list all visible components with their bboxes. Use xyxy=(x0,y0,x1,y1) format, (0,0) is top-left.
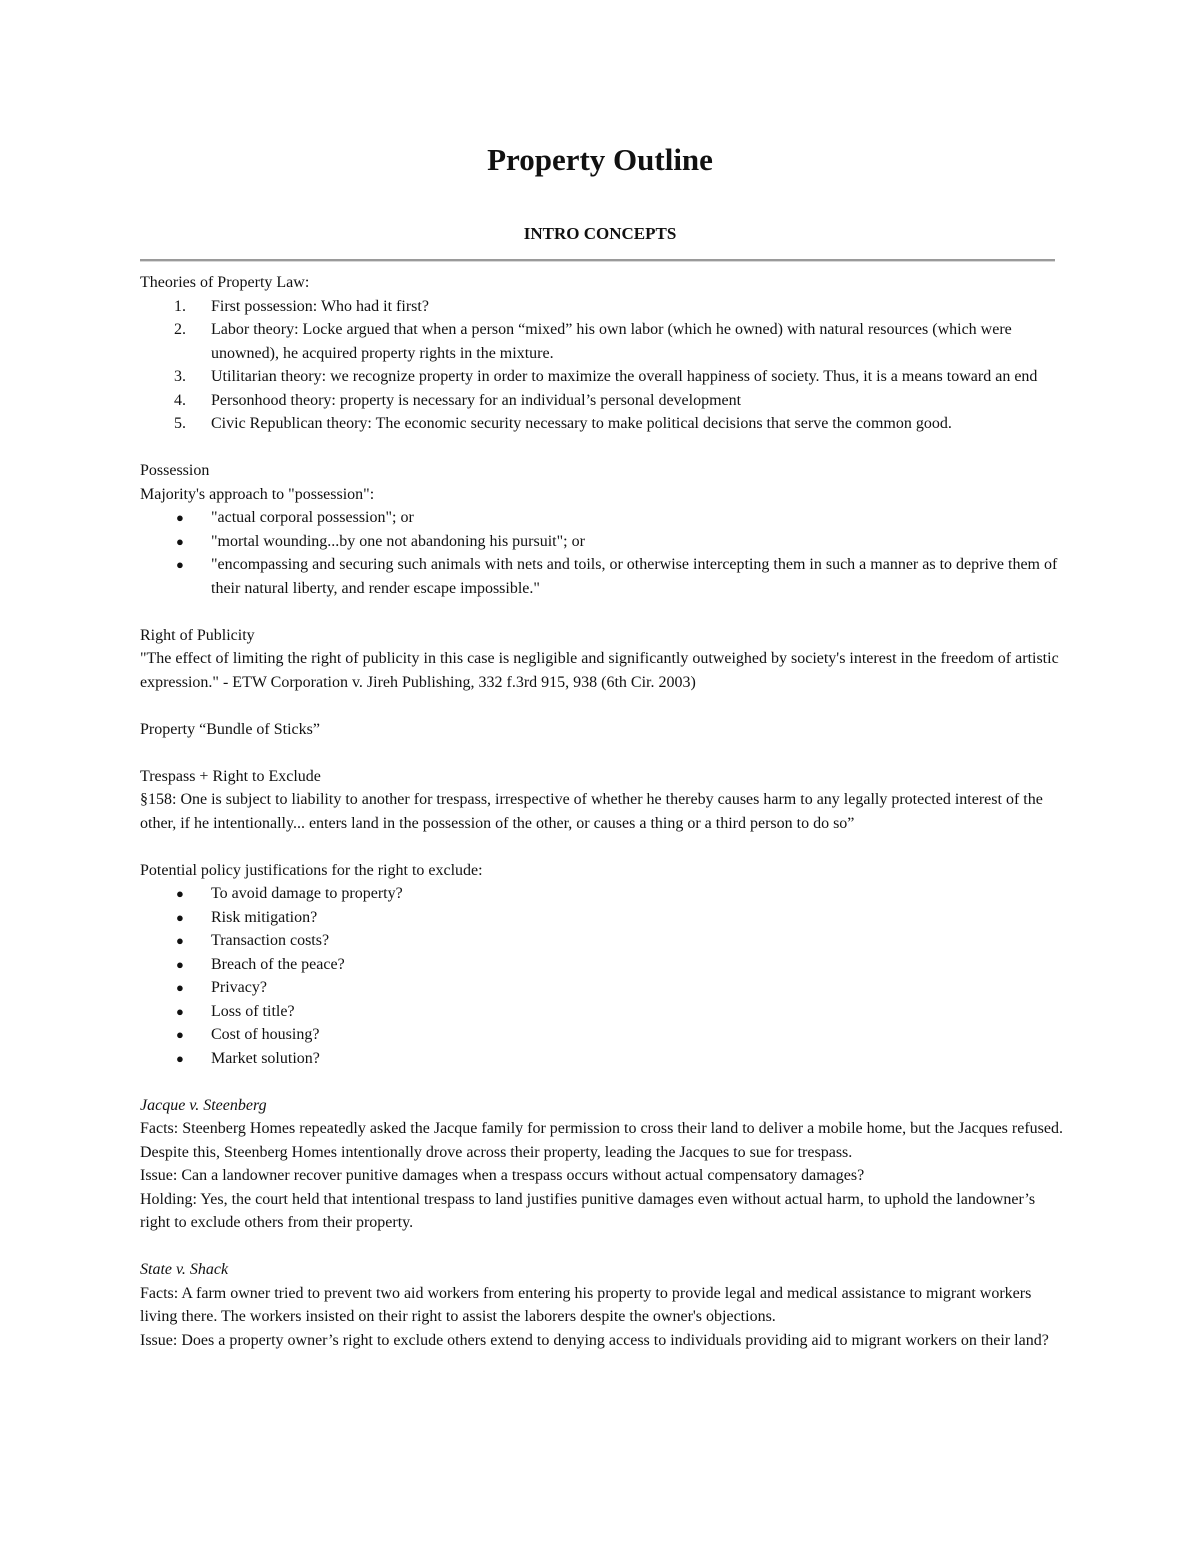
policy-heading: Potential policy justifications for the right to exclude: xyxy=(140,861,483,879)
list-item xyxy=(140,1000,1065,1024)
list-item-text: "encompassing and securing such animals with nets and toils, or otherwise intercepting them in such a manner as to deprive them of their natural liberty, and render escape impossible." xyxy=(211,556,1058,597)
list-item xyxy=(140,1047,1065,1071)
list-number: 2. xyxy=(174,321,186,338)
list-number: 5. xyxy=(174,415,186,432)
list-item-text: Civic Republican theory: The economic security necessary to make political decisions that serve the common good. xyxy=(211,415,952,432)
bundle-heading: Property “Bundle of Sticks” xyxy=(140,720,320,738)
list-item-text: Transaction costs? xyxy=(211,932,330,949)
possession-heading: Possession xyxy=(140,462,210,479)
list-item xyxy=(140,882,1065,906)
list-item-text: Personhood theory: property is necessary for an individual’s personal development xyxy=(211,391,742,409)
list-item-text: Loss of title? xyxy=(211,1002,295,1020)
list-item-text: Privacy? xyxy=(211,979,267,996)
list-item-text: Labor theory: Locke argued that when a person “mixed” his own labor (which he owned) with natural resources (which were unowned), he acquired property rights in the mixture. xyxy=(211,321,1012,362)
list-item xyxy=(140,506,1065,530)
list-number: 4. xyxy=(174,391,186,409)
policy-list xyxy=(140,882,1065,1070)
bullet-icon: ● xyxy=(176,1050,184,1066)
horizontal-rule xyxy=(140,259,1055,262)
list-item-text: Risk mitigation? xyxy=(211,908,318,926)
list-number: 3. xyxy=(174,368,186,385)
list-item xyxy=(140,553,1065,600)
page-title: Property Outline xyxy=(487,142,713,177)
case-holding: Holding: Yes, the court held that intentional trespass to land justifies punitive damages even without actual harm, to uphold the landowner’s right to exclude others from their property. xyxy=(140,1190,1036,1231)
possession-intro: Majority's approach to "possession": xyxy=(140,485,375,503)
document-body xyxy=(140,271,1065,1352)
section-heading: INTRO CONCEPTS xyxy=(523,224,677,243)
case-facts: Facts: A farm owner tried to prevent two aid workers from entering his property to provide legal and medical assistance to migrant workers living there. The workers insisted on their right to assist the laborers despite the owner's objections. xyxy=(140,1284,1032,1325)
bullet-icon: ● xyxy=(176,956,184,972)
list-item xyxy=(140,365,1065,389)
list-item-text: "actual corporal possession"; or xyxy=(211,509,414,526)
bullet-icon: ● xyxy=(176,933,184,948)
list-item xyxy=(140,412,1065,436)
list-item xyxy=(140,929,1065,953)
bullet-icon: ● xyxy=(176,510,184,525)
bullet-icon: ● xyxy=(176,557,184,572)
bullet-icon: ● xyxy=(176,886,184,901)
list-item xyxy=(140,1023,1065,1047)
trespass-text: §158: One is subject to liability to another for trespass, irrespective of whether he thereby causes harm to any legally protected interest of the other, if he intentionally... enters land in the possession of the other, or causes a thing or a third person to do so” xyxy=(140,791,1043,832)
list-item xyxy=(140,530,1065,554)
list-item-text: Cost of housing? xyxy=(211,1026,320,1043)
list-item-text: Utilitarian theory: we recognize property in order to maximize the overall happiness of society. Thus, it is a means toward an end xyxy=(211,368,1038,385)
case-issue: Issue: Does a property owner’s right to exclude others extend to denying access to individuals providing aid to migrant workers on their land? xyxy=(140,1331,1049,1349)
trespass-heading: Trespass + Right to Exclude xyxy=(140,767,321,785)
list-item-text: Breach of the peace? xyxy=(211,955,345,973)
case-name-shack: State v. Shack xyxy=(140,1261,229,1278)
case-facts: Facts: Steenberg Homes repeatedly asked the Jacque family for permission to cross their land to deliver a mobile home, but the Jacques refused. Despite this, Steenberg Homes intentionally drove across their property, leading the Jacques to sue for trespass. xyxy=(140,1120,1063,1161)
list-item xyxy=(140,906,1065,930)
bullet-icon: ● xyxy=(176,1027,184,1042)
list-item-text: To avoid damage to property? xyxy=(211,885,403,902)
bullet-icon: ● xyxy=(176,1003,184,1019)
publicity-quote: "The effect of limiting the right of publicity in this case is negligible and significantly outweighed by society's interest in the freedom of artistic expression." - ETW Corporation v. Jireh Publishing, 332 f.3rd 915, 938 (6th Cir. 2003) xyxy=(140,650,1059,691)
list-item xyxy=(140,295,1065,319)
theories-list xyxy=(140,295,1065,436)
theories-heading: Theories of Property Law: xyxy=(140,274,310,291)
case-name-jacque: Jacque v. Steenberg xyxy=(140,1096,267,1114)
list-number: 1. xyxy=(174,297,186,315)
bullet-icon: ● xyxy=(176,909,184,925)
list-item xyxy=(140,953,1065,977)
possession-list xyxy=(140,506,1065,600)
publicity-heading: Right of Publicity xyxy=(140,626,255,644)
bullet-icon: ● xyxy=(176,533,184,549)
list-item xyxy=(140,389,1065,413)
list-item-text: "mortal wounding...by one not abandoning his pursuit"; or xyxy=(211,532,585,550)
list-item-text: Market solution? xyxy=(211,1049,320,1067)
bullet-icon: ● xyxy=(176,980,184,995)
list-item xyxy=(140,976,1065,1000)
list-item xyxy=(140,318,1065,365)
case-issue: Issue: Can a landowner recover punitive damages when a trespass occurs without actual compensatory damages? xyxy=(140,1167,865,1184)
list-item-text: First possession: Who had it first? xyxy=(211,297,429,315)
